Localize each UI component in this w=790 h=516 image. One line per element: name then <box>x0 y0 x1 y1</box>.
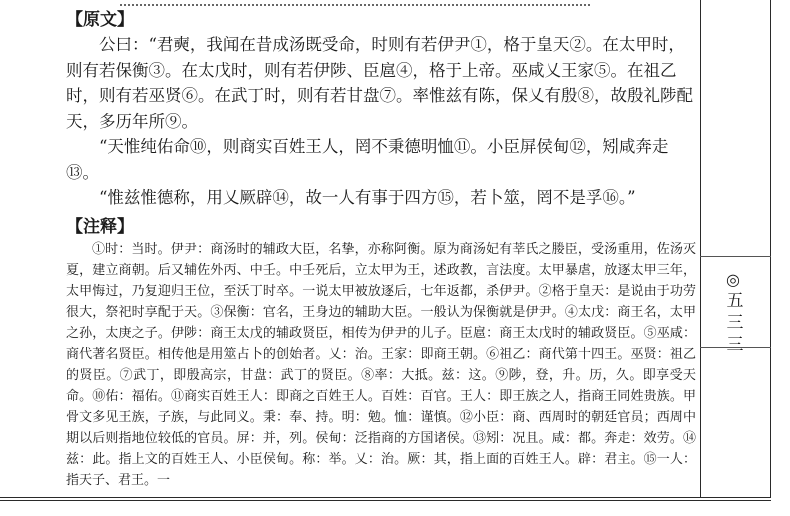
original-paragraph-1: 公曰：“君奭，我闻在昔成汤既受命，时则有若伊尹①，格于皇天②。在太甲时，则有若保衡③。在太戊时，则有若伊陟、臣扈④，格于上帝。巫咸乂王家⑤。在祖乙时，则有若巫贤⑥。在武丁时，则有若甘盘⑦。率惟兹有陈，保乂有殷⑧，故殷礼陟配天，多历年所⑨。 <box>66 35 693 131</box>
page-content <box>66 8 696 491</box>
previous-line-fragment <box>120 0 590 6</box>
page-number-digit-2: 三 <box>726 313 744 333</box>
page-number <box>724 290 746 356</box>
outer-bottom-border-rule <box>0 500 771 501</box>
page-number-digit-3: 三 <box>726 335 744 355</box>
bottom-border-rule <box>0 497 771 498</box>
outer-right-border-rule <box>770 0 771 498</box>
page-number-digit-1: 五 <box>726 291 744 311</box>
notes-heading: 【注释】 <box>66 216 134 237</box>
circle-mark-icon: ◎ <box>726 270 740 289</box>
original-paragraph-2: “天惟纯佑命⑩，则商实百姓王人，罔不秉德明恤⑪。小臣屏侯甸⑫，矧咸奔走⑬。 <box>66 137 669 182</box>
right-border-rule <box>700 0 701 498</box>
original-paragraph-3: “惟兹惟德称，用乂厥辟⑭，故一人有事于四方⑮，若卜筮，罔不是孚⑯。” <box>99 188 636 207</box>
notes-section <box>66 215 696 491</box>
original-text-section <box>66 8 696 211</box>
notes-text: ①时：当时。伊尹：商汤时的辅政大臣，名挚，亦称阿衡。原为商汤妃有莘氏之媵臣，受汤重用，佐汤灭夏，建立商朝。后又辅佐外丙、中壬。中壬死后，立太甲为王，述政教，言法度。太甲暴虐，放逐太甲三年，太甲悔过，乃复迎归王位，至沃丁时卒。一说太甲被放逐后，七年返都，杀伊尹。②格于皇天：是说由于功劳很大，祭祀时享配于天。③保衡：官名，王身边的辅助大臣。一般认为保衡就是伊尹。④太戊：商王名，太甲之孙，太庚之子。伊陟：商王太戊的辅政贤臣，相传为伊尹的儿子。臣扈：商王太戊时的辅政贤臣。⑤巫咸：商代著名贤臣。相传他是用筮占卜的创始者。乂：治。王家：即商王朝。⑥祖乙：商代第十四王。巫贤：祖乙的贤臣。⑦武丁，即殷高宗，甘盘：武丁的贤臣。⑧率：大抵。兹：这。⑨陟，登，升。历，久。即享受天命。⑩佑：福佑。⑪商实百姓王人：即商之百姓王人。百姓：百官。王人：即王族之人，指商王同姓贵族。甲骨文多见王族，子族，与此同义。秉：奉、持。明：勉。恤：谨慎。⑫小臣：商、西周时的朝廷官员；西周中期以后则指地位较低的官员。屏：并，列。侯甸：泛指商的方国诸侯。⑬矧：况且。咸：都。奔走：效劳。⑭兹：此。指上文的百姓王人、小臣侯甸。称：举。乂：治。厥：其，指上面的百姓王人。辟：君主。⑮一人：指天子、君王。一 <box>66 241 696 488</box>
original-heading: 【原文】 <box>66 10 134 30</box>
